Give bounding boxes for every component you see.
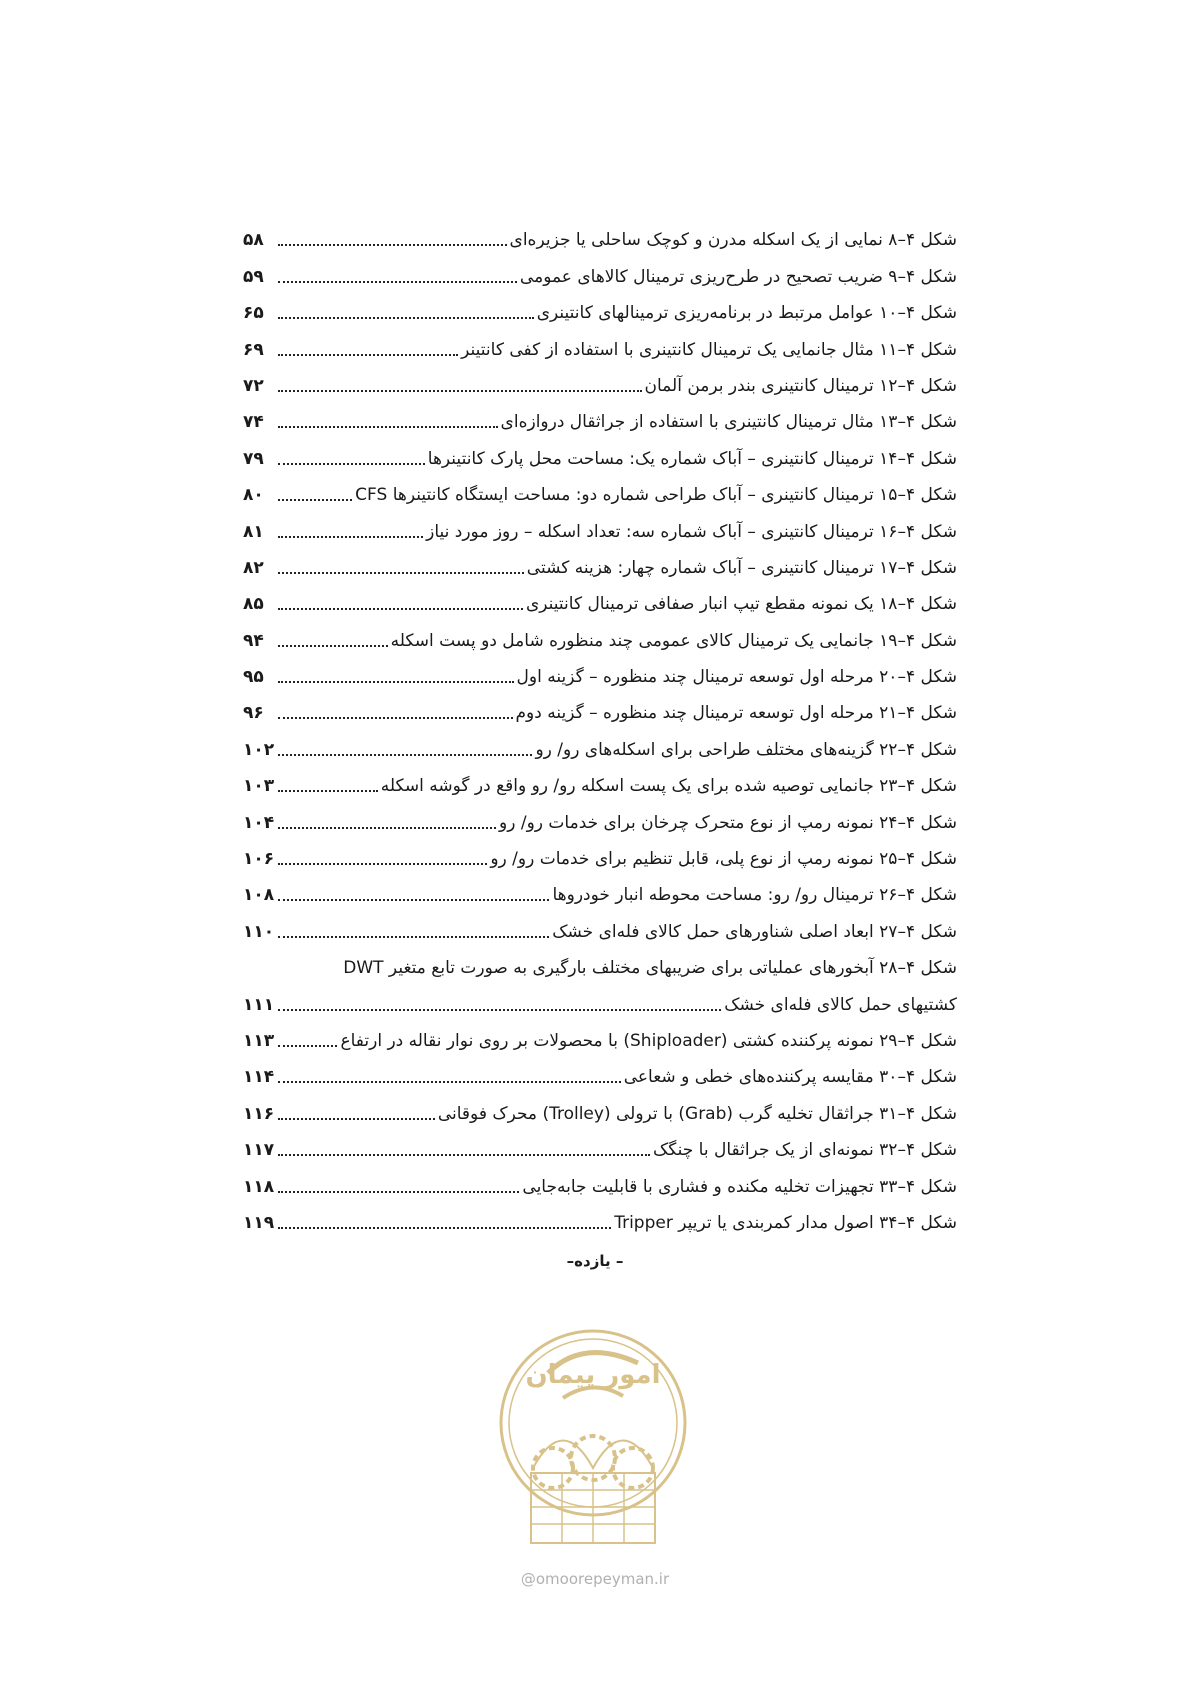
toc-entry-page: ۱۰۲ (243, 739, 275, 760)
toc-entry-page: ۷۹ (243, 448, 264, 469)
toc-leader-dots (278, 1118, 435, 1120)
toc-entry-title: شکل ۴–۱۳ مثال ترمینال کانتینری با استفاده از جراثقال دروازه‌ای (500, 412, 957, 433)
toc-entry (243, 1125, 957, 1161)
toc-entry-title: شکل ۴–۲۷ ابعاد اصلی شناورهای حمل کالای فله‌ای خشک (552, 921, 957, 942)
toc-leader-dots (278, 1081, 621, 1083)
toc-entry-title: شکل ۴–۱۴ ترمینال کانتینری – آباک شماره یک: مساحت محل پارک کانتینرها (427, 448, 957, 469)
toc-entry-title: شکل ۴–۸ نمایی از یک اسکله مدرن و کوچک ساحلی یا جزیره‌ای (509, 230, 957, 251)
toc-entry-page: ۹۴ (243, 630, 264, 651)
toc-entry (243, 834, 957, 870)
toc-entry-title: شکل ۴–۳۳ تجهیزات تخلیه مکنده و فشاری با قابلیت جابه‌جایی (522, 1176, 957, 1197)
toc-entry (243, 324, 957, 360)
toc-entry-title: شکل ۴–۱۸ یک نمونه مقطع تیپ انبار صفافی ترمینال کانتینری (525, 594, 957, 615)
toc-entry (243, 1052, 957, 1088)
toc-entry (243, 943, 957, 979)
toc-entry-title: شکل ۴–۲۵ نمونه رمپ از نوع پلی، قابل تنظیم برای خدمات رو/ رو (490, 849, 957, 870)
toc-entry (243, 652, 957, 688)
toc-entry-page: ۱۱۴ (243, 1067, 275, 1088)
toc-leader-dots (278, 863, 487, 865)
toc-leader-dots (278, 572, 524, 574)
toc-entry (243, 1161, 957, 1197)
toc-leader-dots (278, 1009, 721, 1011)
toc-entry (243, 397, 957, 433)
toc-entry-title: شکل ۴–۲۱ مرحله اول توسعه ترمینال چند منظوره – گزینه دوم (515, 703, 957, 724)
toc-entry (243, 724, 957, 760)
toc-entry-page: ۷۴ (243, 412, 264, 433)
toc-entry (243, 797, 957, 833)
toc-entry-page: ۹۵ (243, 667, 264, 688)
toc-entry-page: ۷۲ (243, 375, 264, 396)
toc-entry-title: شکل ۴–۱۲ ترمینال کانتینری بندر برمن آلمان (644, 375, 957, 396)
toc-entry-page: ۹۶ (243, 703, 264, 724)
toc-entry-page: ۱۰۸ (243, 885, 275, 906)
toc-entry-page: ۱۰۶ (243, 849, 275, 870)
toc-entry (243, 470, 957, 506)
toc-entry-page: ۸۱ (243, 521, 264, 542)
toc-entry-page: ۵۹ (243, 266, 264, 287)
toc-entry-page: ۱۱۱ (243, 994, 275, 1015)
toc-entry (243, 579, 957, 615)
toc-entry (243, 433, 957, 469)
toc-entry (243, 1198, 957, 1234)
toc-entry-title: شکل ۴–۳۴ اصول مدار کمربندی یا تریپر Tripper (614, 1212, 957, 1233)
toc-entry (243, 215, 957, 251)
toc-entry-title: کشتیهای حمل کالای فله‌ای خشک (724, 994, 957, 1015)
toc-entry-title: شکل ۴–۱۷ ترمینال کانتینری – آباک شماره چهار: هزینه کشتی (526, 557, 957, 578)
toc-leader-dots (278, 244, 507, 246)
toc-entry (243, 288, 957, 324)
toc-leader-dots (278, 681, 514, 683)
toc-entry-page: ۱۱۸ (243, 1176, 275, 1197)
toc-leader-dots (278, 899, 549, 901)
toc-entry (243, 1088, 957, 1124)
toc-entry (243, 906, 957, 942)
toc-entry (243, 615, 957, 651)
toc-entry-page: ۱۱۷ (243, 1140, 275, 1161)
toc-entry-page: ۱۱۹ (243, 1212, 275, 1233)
watermark-logo-icon (493, 1318, 693, 1568)
toc-entry (243, 506, 957, 542)
toc-entry-title: شکل ۴–۲۴ نمونه رمپ از نوع متحرک چرخان برای خدمات رو/ رو (499, 812, 957, 833)
toc-entry-title: شکل ۴–۲۳ جانمایی توصیه شده برای یک پست اسکله رو/ رو واقع در گوشه اسکله (380, 776, 957, 797)
toc-entry-page: ۱۱۳ (243, 1030, 275, 1051)
list-of-figures (243, 215, 957, 1234)
toc-leader-dots (278, 426, 498, 428)
toc-entry-title: شکل ۴–۱۹ جانمایی یک ترمینال کالای عمومی چند منظوره شامل دو پست اسکله (390, 630, 957, 651)
toc-entry (243, 543, 957, 579)
toc-entry-title: شکل ۴–۳۱ جراثقال تخلیه گرب (Grab) با ترولی (Trolley) محرک فوقانی (437, 1103, 957, 1124)
toc-leader-dots (278, 827, 496, 829)
toc-leader-dots (278, 1045, 337, 1047)
page-folio: – یازده– (566, 1252, 624, 1270)
toc-leader-dots (278, 1154, 650, 1156)
toc-entry-page: ۱۱۶ (243, 1103, 275, 1124)
toc-entry-page: ۵۸ (243, 230, 264, 251)
toc-entry-title: شکل ۴–۲۸ آبخورهای عملیاتی برای ضریبهای مختلف بارگیری به صورت تابع متغیر DWT (343, 958, 957, 979)
toc-entry-title: شکل ۴–۱۰ عوامل مرتبط در برنامه‌ریزی ترمینالهای کانتینری (536, 303, 957, 324)
toc-leader-dots (278, 717, 513, 719)
toc-entry (243, 870, 957, 906)
toc-leader-dots (278, 499, 352, 501)
toc-entry-title: شکل ۴–۱۱ مثال جانمایی یک ترمینال کانتینری با استفاده از کفی کانتینر (461, 339, 957, 360)
toc-leader-dots (278, 317, 534, 319)
toc-leader-dots (278, 390, 642, 392)
toc-entry-title: شکل ۴–۲۶ ترمینال رو/ رو: مساحت محوطه انبار خودروها (552, 885, 957, 906)
toc-leader-dots (278, 463, 425, 465)
toc-entry-title: شکل ۴–۳۰ مقایسه پرکننده‌های خطی و شعاعی (623, 1067, 957, 1088)
toc-entry-title: شکل ۴–۲۹ نمونه پرکننده کشتی (Shiploader) با محصولات بر روی نوار نقاله در ارتفاع (340, 1030, 957, 1051)
toc-entry-page: ۱۰۳ (243, 776, 275, 797)
toc-entry-page: ۱۱۰ (243, 921, 275, 942)
toc-entry-title: شکل ۴–۲۰ مرحله اول توسعه ترمینال چند منظوره – گزینه اول (516, 667, 957, 688)
toc-leader-dots (278, 936, 549, 938)
toc-entry-page: ۸۲ (243, 557, 264, 578)
toc-leader-dots (278, 1227, 611, 1229)
toc-entry-title: شکل ۴–۱۵ ترمینال کانتینری – آباک طراحی شماره دو: مساحت ایستگاه کانتینرها CFS (355, 485, 957, 506)
toc-entry (243, 361, 957, 397)
toc-entry-page: ۸۵ (243, 594, 264, 615)
toc-leader-dots (278, 754, 532, 756)
toc-leader-dots (278, 608, 523, 610)
toc-entry-page: ۶۹ (243, 339, 264, 360)
toc-entry (243, 688, 957, 724)
toc-entry-title: شکل ۴–۱۶ ترمینال کانتینری – آباک شماره سه: تعداد اسکله – روز مورد نیاز (426, 521, 957, 542)
toc-leader-dots (278, 1191, 519, 1193)
toc-entry-title: شکل ۴–۹ ضریب تصحیح در طرح‌ریزی ترمینال کالاهای عمومی (519, 266, 957, 287)
toc-leader-dots (278, 354, 458, 356)
toc-entry-page: ۶۵ (243, 303, 264, 324)
toc-entry (243, 251, 957, 287)
toc-entry-page: ۱۰۴ (243, 812, 275, 833)
toc-leader-dots (278, 536, 423, 538)
toc-entry (243, 1016, 957, 1052)
logo-text: امور پیمان (525, 1360, 661, 1390)
toc-leader-dots (278, 281, 517, 283)
toc-entry-page: ۸۰ (243, 485, 264, 506)
toc-entry (243, 761, 957, 797)
toc-leader-dots (278, 645, 388, 647)
logo-url: @omoorepeyman.ir (520, 1570, 670, 1588)
toc-entry-title: شکل ۴–۲۲ گزینه‌های مختلف طراحی برای اسکله‌های رو/ رو (535, 739, 957, 760)
toc-entry (243, 979, 957, 1015)
toc-entry-title: شکل ۴–۳۲ نمونه‌ای از یک جراثقال با چنگک (653, 1140, 957, 1161)
toc-leader-dots (278, 790, 378, 792)
